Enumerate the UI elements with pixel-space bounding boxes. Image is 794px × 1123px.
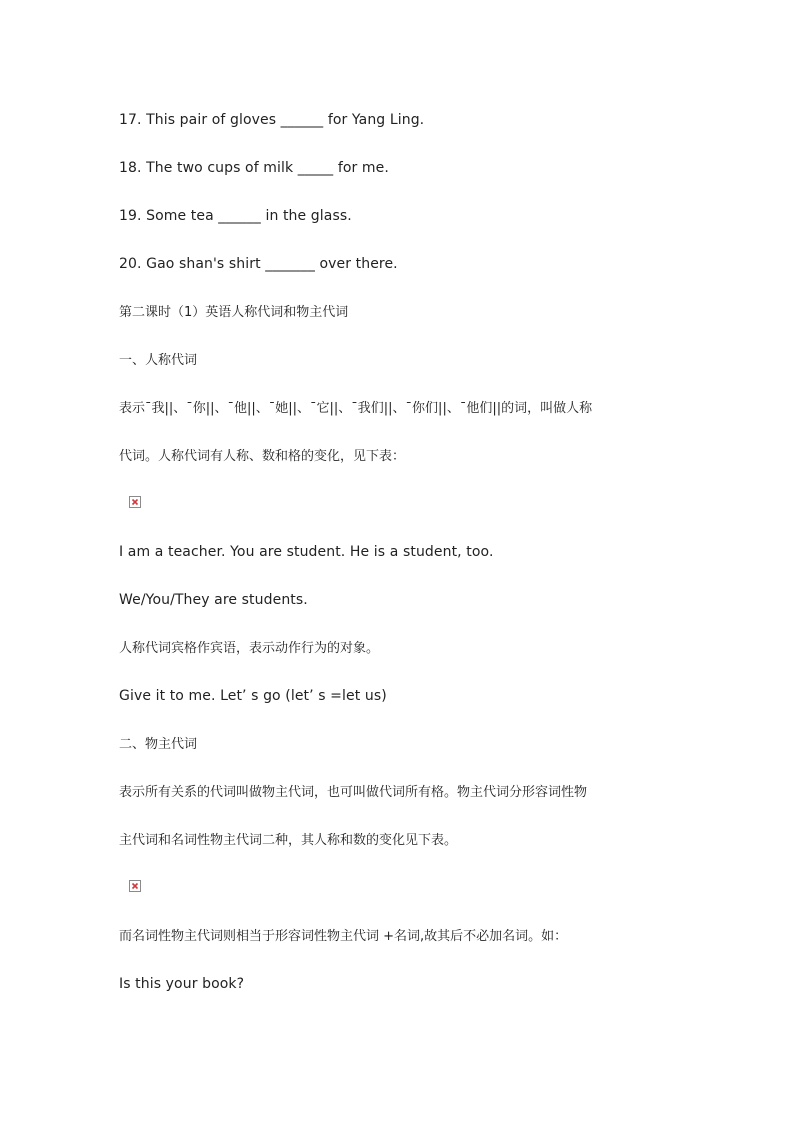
possessive-pronouns-example-1: Is this your book? — [119, 976, 245, 992]
objective-case-note: 人称代词宾格作宾语，表示动作行为的对象。 — [119, 641, 380, 656]
exercise-19: 19. Some tea ______ in the glass. — [119, 208, 352, 224]
broken-image-icon — [129, 880, 141, 892]
possessive-pronouns-description-line2: 主代词和名词性物主代词二种，其人称和数的变化见下表。 — [119, 833, 458, 848]
broken-image-icon — [129, 496, 141, 508]
section-heading-personal-pronouns: 一、人称代词 — [119, 353, 198, 368]
personal-pronouns-example-3: Give it to me. Let’ s go (let’ s =let us) — [119, 688, 387, 704]
possessive-pronouns-description-line1: 表示所有关系的代词叫做物主代词，也可叫做代词所有格。物主代词分形容词性物 — [119, 785, 588, 800]
personal-pronouns-description-line2: 代词。人称代词有人称、数和格的变化，见下表： — [119, 449, 406, 464]
exercise-17: 17. This pair of gloves ______ for Yang Ling. — [119, 112, 425, 128]
nominal-possessive-note: 而名词性物主代词则相当于形容词性物主代词 +名词,故其后不必加名词。如： — [119, 929, 568, 944]
personal-pronouns-description-line1: 表示ˉ我||、ˉ你||、ˉ他||、ˉ她||、ˉ它||、ˉ我们||、ˉ你们||、ˉ他们||的词，叫做人称 — [119, 401, 593, 416]
personal-pronouns-example-2: We/You/They are students. — [119, 592, 308, 608]
personal-pronouns-example-1: I am a teacher. You are student. He is a student, too. — [119, 544, 494, 560]
section-heading-possessive-pronouns: 二、物主代词 — [119, 737, 198, 752]
exercise-18: 18. The two cups of milk _____ for me. — [119, 160, 389, 176]
lesson-title: 第二课时（1）英语人称代词和物主代词 — [119, 305, 349, 320]
exercise-20: 20. Gao shan's shirt _______ over there. — [119, 256, 398, 272]
